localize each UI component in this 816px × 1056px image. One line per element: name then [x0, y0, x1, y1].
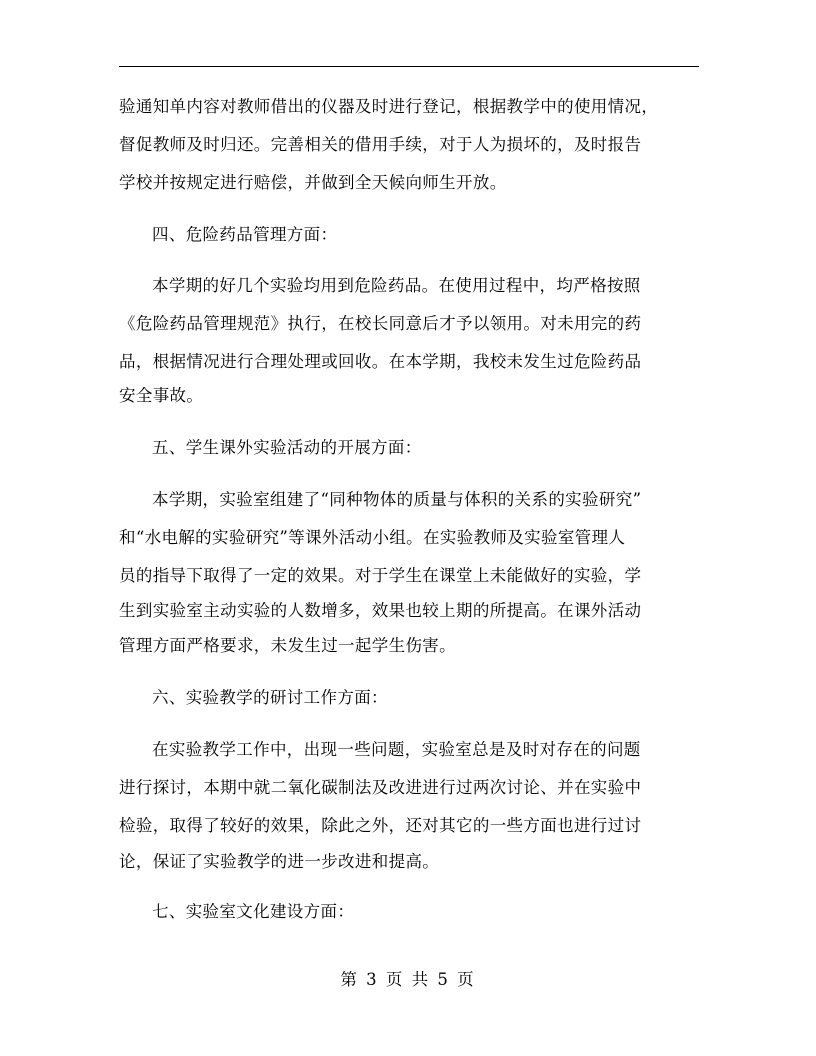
body-text-line: 安全事故。: [119, 386, 204, 405]
body-text-line: 《危险药品管理规范》执行，在校长同意后才予以领用。对未用完的药: [119, 314, 642, 333]
body-text-line: 员的指导下取得了一定的效果。对于学生在课堂上未能做好的实验，学: [119, 566, 642, 585]
body-text-line: 督促教师及时归还。完善相关的借用手续，对于人为损坏的，及时报告: [119, 135, 642, 154]
body-text-line: 进行探讨，本期中就二氧化碳制法及改进进行过两次讨论、并在实验中: [119, 778, 642, 797]
section-heading: 五、学生课外实验活动的开展方面：: [152, 438, 422, 457]
body-text-line: 论，保证了实验教学的进一步改进和提高。: [119, 852, 440, 871]
body-text-line: 管理方面严格要求，未发生过一起学生伤害。: [119, 636, 456, 655]
body-text-line: 在实验教学工作中，出现一些问题，实验室总是及时对存在的问题: [152, 740, 641, 759]
body-text-line: 检验，取得了较好的效果，除此之外，还对其它的一些方面也进行过讨: [119, 816, 642, 835]
section-heading: 七、实验室文化建设方面：: [152, 902, 355, 921]
body-text-line: 本学期的好几个实验均用到危险药品。在使用过程中，均严格按照: [152, 276, 641, 295]
body-text-line: 品，根据情况进行合理处理或回收。在本学期，我校未发生过危险药品: [119, 352, 642, 371]
header-rule: [119, 66, 699, 67]
body-text-line: 学校并按规定进行赔偿，并做到全天候向师生开放。: [119, 173, 507, 192]
body-text-line: 本学期，实验室组建了“同种物体的质量与体积的关系的实验研究”: [152, 490, 642, 509]
body-text-line: 生到实验室主动实验的人数增多，效果也较上期的所提高。在课外活动: [119, 601, 642, 620]
page-number: 第 3 页 共 5 页: [340, 970, 476, 989]
body-text-line: 验通知单内容对教师借出的仪器及时进行登记，根据教学中的使用情况，: [119, 97, 659, 116]
section-heading: 四、危险药品管理方面：: [152, 225, 338, 244]
section-heading: 六、实验教学的研讨工作方面：: [152, 688, 388, 707]
body-text-line: 和“水电解的实验研究”等课外活动小组。在实验教师及实验室管理人: [119, 528, 626, 547]
